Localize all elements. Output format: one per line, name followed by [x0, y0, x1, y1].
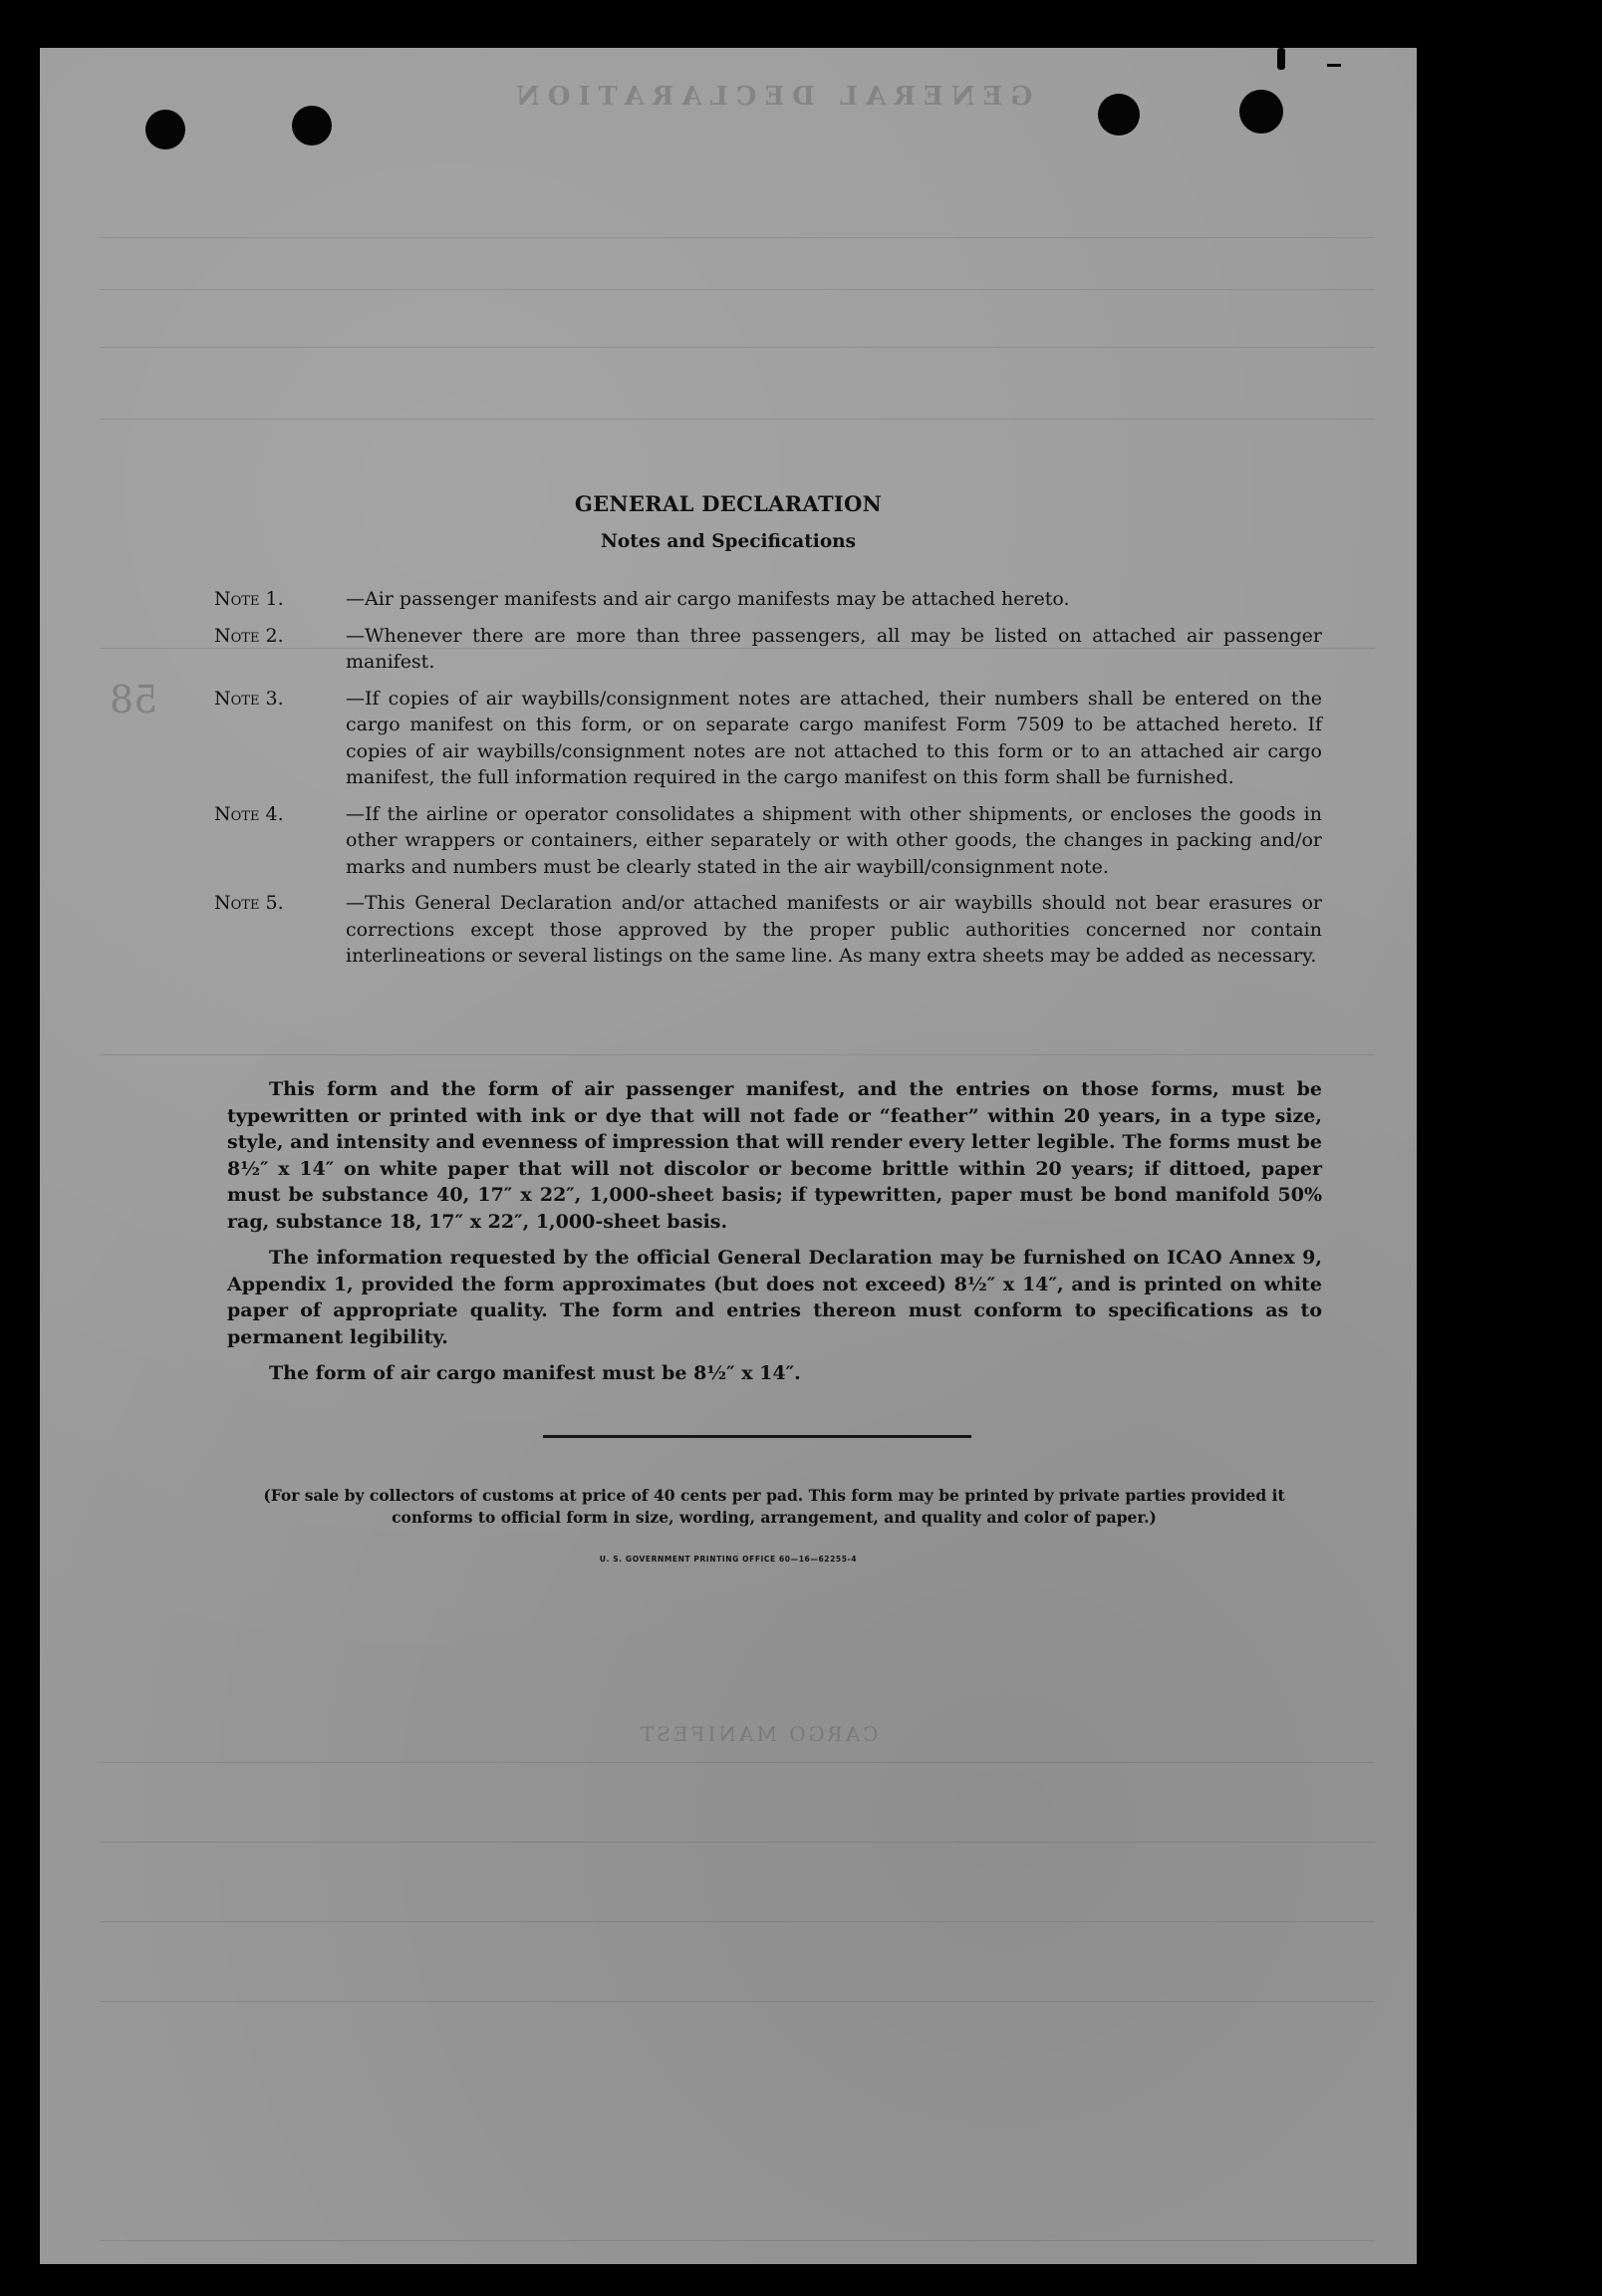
note-4 [214, 801, 1322, 881]
bleed-through-cargo-heading: CARGO MANIFEST [638, 1722, 879, 1746]
document-page [40, 48, 1417, 2264]
note-text: —If the airline or operator consolidates a shipment with other shipments, or encloses the goods in other wrappers or containers, either separately or with other goods, the changes in packing and/or marks and numbers must be clearly stated in the air waybill/consignment note. [346, 802, 1322, 878]
printing-office-imprint: U. S. GOVERNMENT PRINTING OFFICE 60—16—62255-4 [599, 1555, 858, 1564]
note-text: —If copies of air waybills/consignment notes are attached, their numbers shall be entered on the cargo manifest on this form, or on separate cargo manifest Form 7509 to be attached hereto. If copies of air waybills/consignment notes are not attached to this form or to an attached air cargo manifest, the full information required in the cargo manifest on this form shall be furnished. [346, 687, 1322, 788]
sale-notice: (For sale by collectors of customs at price of 40 cents per pad. This form may be printed by private parties provided it conforms to official form in size, wording, arrangement, and quality and color of paper.) [263, 1486, 1285, 1527]
document-title: GENERAL DECLARATION [574, 491, 883, 516]
paragraph-cargo-manifest-size: The form of air cargo manifest must be 8½″ x 14″. [269, 1362, 801, 1384]
note-label: Note 5. [214, 892, 284, 914]
note-label: Note 2. [214, 624, 284, 647]
note-label: Note 3. [214, 687, 284, 710]
note-text: —This General Declaration and/or attached manifests or air waybills should not bear erasures or corrections except those approved by the proper public authorities concerned nor contain interlineations or several listings on the same line. As many extra sheets may be added as necessary. [346, 892, 1322, 967]
note-label: Note 4. [214, 802, 284, 825]
bleed-through-margin-number: 58 [110, 678, 158, 721]
notes-section [214, 586, 1322, 980]
note-text: —Whenever there are more than three passengers, all may be listed on attached air passenger manifest. [346, 624, 1322, 673]
note-text: —Air passenger manifests and air cargo manifests may be attached hereto. [346, 588, 1070, 610]
divider-rule [543, 1435, 971, 1438]
bleed-through-header: GENERAL DECLARATION [508, 82, 1033, 112]
paragraph-icao-annex: The information requested by the official General Declaration may be furnished on ICAO Annex 9, Appendix 1, provided the form approximates (but does not exceed) 8½″ x 14″, and is printed on white paper of appropriate quality. The form and entries thereon must conform to specifications as to permanent legibility. [227, 1247, 1322, 1348]
note-1 [214, 586, 1322, 613]
note-label: Note 1. [214, 588, 284, 610]
note-3 [214, 686, 1322, 791]
note-5 [214, 890, 1322, 970]
document-subtitle: Notes and Specifications [600, 531, 857, 552]
specifications-section [227, 1076, 1322, 1397]
paragraph-form-requirements: This form and the form of air passenger manifest, and the entries on those forms, must be typewritten or printed with ink or dye that will not fade or “feather” within 20 years, in a type size, style, and intensity and evenness of impression that will render every letter legible. The forms must be 8½″ x 14″ on white paper that will not discolor or become brittle within 20 years; if dittoed, paper must be substance 40, 17″ x 22″, 1,000-sheet basis; if typewritten, paper must be bond manifold 50% rag, substance 18, 17″ x 22″, 1,000-sheet basis. [227, 1078, 1322, 1233]
note-2 [214, 623, 1322, 676]
document-content [40, 48, 1417, 2264]
